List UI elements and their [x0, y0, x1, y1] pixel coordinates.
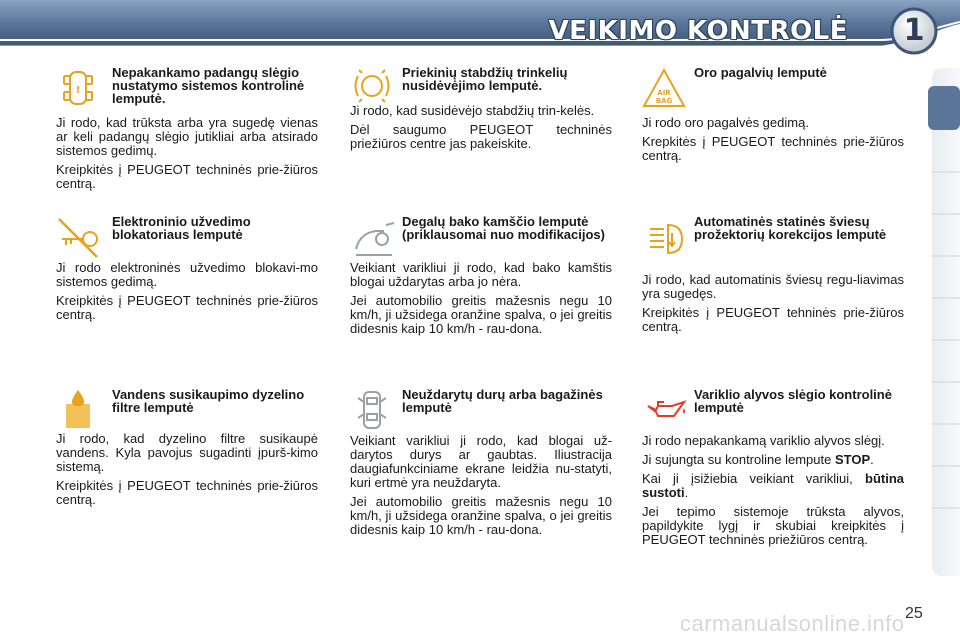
fuel-cap-warning-section — [350, 215, 612, 341]
page-header — [0, 0, 960, 58]
door-open-icon — [350, 388, 398, 434]
active-chapter-tab — [928, 86, 960, 130]
svg-text:!: ! — [75, 85, 81, 96]
section-title: Degalų bako kamščio lemputė (priklausomai nuo modifikacijos) — [402, 214, 605, 242]
brake-pad-wear-section — [350, 66, 612, 156]
paragraph-text: . — [870, 452, 874, 467]
door-open-section — [350, 388, 612, 542]
paragraph: Ji rodo, kad automatinis šviesų regu-liavimas yra sugedęs. — [642, 272, 904, 301]
fuel-cap-icon — [350, 215, 398, 261]
must-stop-emphasis: būtina sustoti — [642, 471, 904, 500]
section-title: Priekinių stabdžių trinkelių nusidėvėjimo lemputė. — [402, 65, 568, 93]
headlamp-leveling-section — [642, 215, 904, 339]
headlamp-leveling-icon — [642, 215, 690, 261]
stop-lamp-reference: STOP — [834, 452, 871, 467]
paragraph — [642, 453, 904, 467]
svg-text:BAG: BAG — [655, 97, 673, 105]
paragraph: Dėl saugumo PEUGEOT techninės priežiūros centre jas pakeiskite. — [350, 122, 612, 151]
water-in-diesel-icon — [56, 388, 104, 434]
airbag-warning-section — [642, 66, 904, 168]
paragraph: Ji rodo, kad trūksta arba yra sugedę vienas ar keli padangų slėgio jutikliai arba atsirado sistemos gedimų. — [56, 115, 318, 158]
section-title: Elektroninio užvedimo blokatoriaus lemputė — [112, 214, 251, 242]
page-number: 25 — [905, 605, 923, 622]
paragraph: Krepkitės į PEUGEOT techninės prie-žiūros centrą. — [642, 134, 904, 163]
paragraph: Jei automobilio greitis mažesnis negu 10 km/h, ji užsidega oranžine spalva, o jei greitis didesnis kaip 10 km/h - rau-dona. — [350, 494, 612, 537]
paragraph: Jei automobilio greitis mažesnis negu 10 km/h, ji užsidega oranžine spalva, o jei greitis didesnis kaip 10 km/h - rau-dona. — [350, 293, 612, 336]
tyre-pressure-warning-section — [56, 66, 318, 196]
oil-pressure-section — [642, 388, 904, 552]
section-title: Neuždarytų durų arba bagažinės lemputė — [402, 387, 603, 415]
paragraph: Kreipkitės į PEUGEOT techninės prie-žiūros centrą. — [56, 162, 318, 191]
paragraph: Jei tepimo sistemoje trūksta alyvos, papildykite lygį ir skubiai kreipkitės į PEUGEOT techninės priežiūros centrą. — [642, 504, 904, 547]
paragraph: Ji rodo oro pagalvės gedimą. — [642, 115, 809, 130]
water-in-diesel-section — [56, 388, 318, 512]
immobiliser-key-icon — [56, 215, 104, 261]
paragraph: Ji rodo, kad susidėvėjo stabdžių trin-kelės. — [350, 103, 595, 118]
paragraph-text: Kai ji įsižiebia veikiant varikliui, — [642, 471, 865, 486]
paragraph-text: Ji sujungta su kontroline lempute — [642, 452, 835, 467]
svg-text:AIR: AIR — [657, 89, 671, 97]
section-title: Nepakankamo padangų slėgio nustatymo sistemos kontrolinė lemputė. — [112, 65, 305, 106]
chapter-side-tabs — [928, 68, 960, 576]
paragraph-text: . — [684, 485, 689, 500]
paragraph: Ji rodo nepakankamą variklio alyvos slėgį. — [642, 433, 885, 448]
airbag-warning-icon — [642, 66, 690, 112]
paragraph: Veikiant varikliui ji rodo, kad blogai už-darytos durys ar gaubtas. Iliustracija daugiafunkciniame ekrane leidžia nu-statyti, kuri ertmė yra neuždaryta. — [350, 433, 612, 490]
paragraph: Kreipkitės į PEUGEOT techninės prie-žiūros centrą. — [56, 478, 318, 507]
immobiliser-warning-section — [56, 215, 318, 327]
watermark: carmanualsonline.info — [680, 611, 905, 636]
chapter-number: 1 — [903, 13, 925, 48]
paragraph: Kreipkitės į PEUGEOT techninės prie-žiūros centrą. — [56, 293, 318, 322]
section-title: Oro pagalvių lemputė — [694, 65, 827, 80]
paragraph — [642, 472, 904, 500]
paragraph: Veikiant varikliui ji rodo, kad bako kamštis blogai uždarytas arba jo nėra. — [350, 260, 612, 289]
section-title: Automatinės statinės šviesų prožektorių korekcijos lemputė — [694, 214, 887, 242]
brake-pad-wear-icon — [350, 66, 398, 112]
oil-pressure-icon — [642, 388, 690, 434]
tyre-pressure-icon — [56, 66, 104, 112]
page-title: VEIKIMO KONTROLĖ — [548, 16, 848, 46]
paragraph: Ji rodo, kad dyzelino filtre susikaupė vandens. Kyla pavojus sugadinti įpurš-kimo sistemą. — [56, 431, 318, 474]
paragraph: Ji rodo elektroninės užvedimo blokavi-mo sistemos gedimą. — [56, 260, 318, 289]
section-title: Vandens susikaupimo dyzelino filtre lemputė — [112, 387, 305, 415]
paragraph: Kreipkitės į PEUGEOT tehninės prie-žiūros centrą. — [642, 305, 904, 334]
section-title: Variklio alyvos slėgio kontrolinė lemputė — [694, 387, 892, 415]
